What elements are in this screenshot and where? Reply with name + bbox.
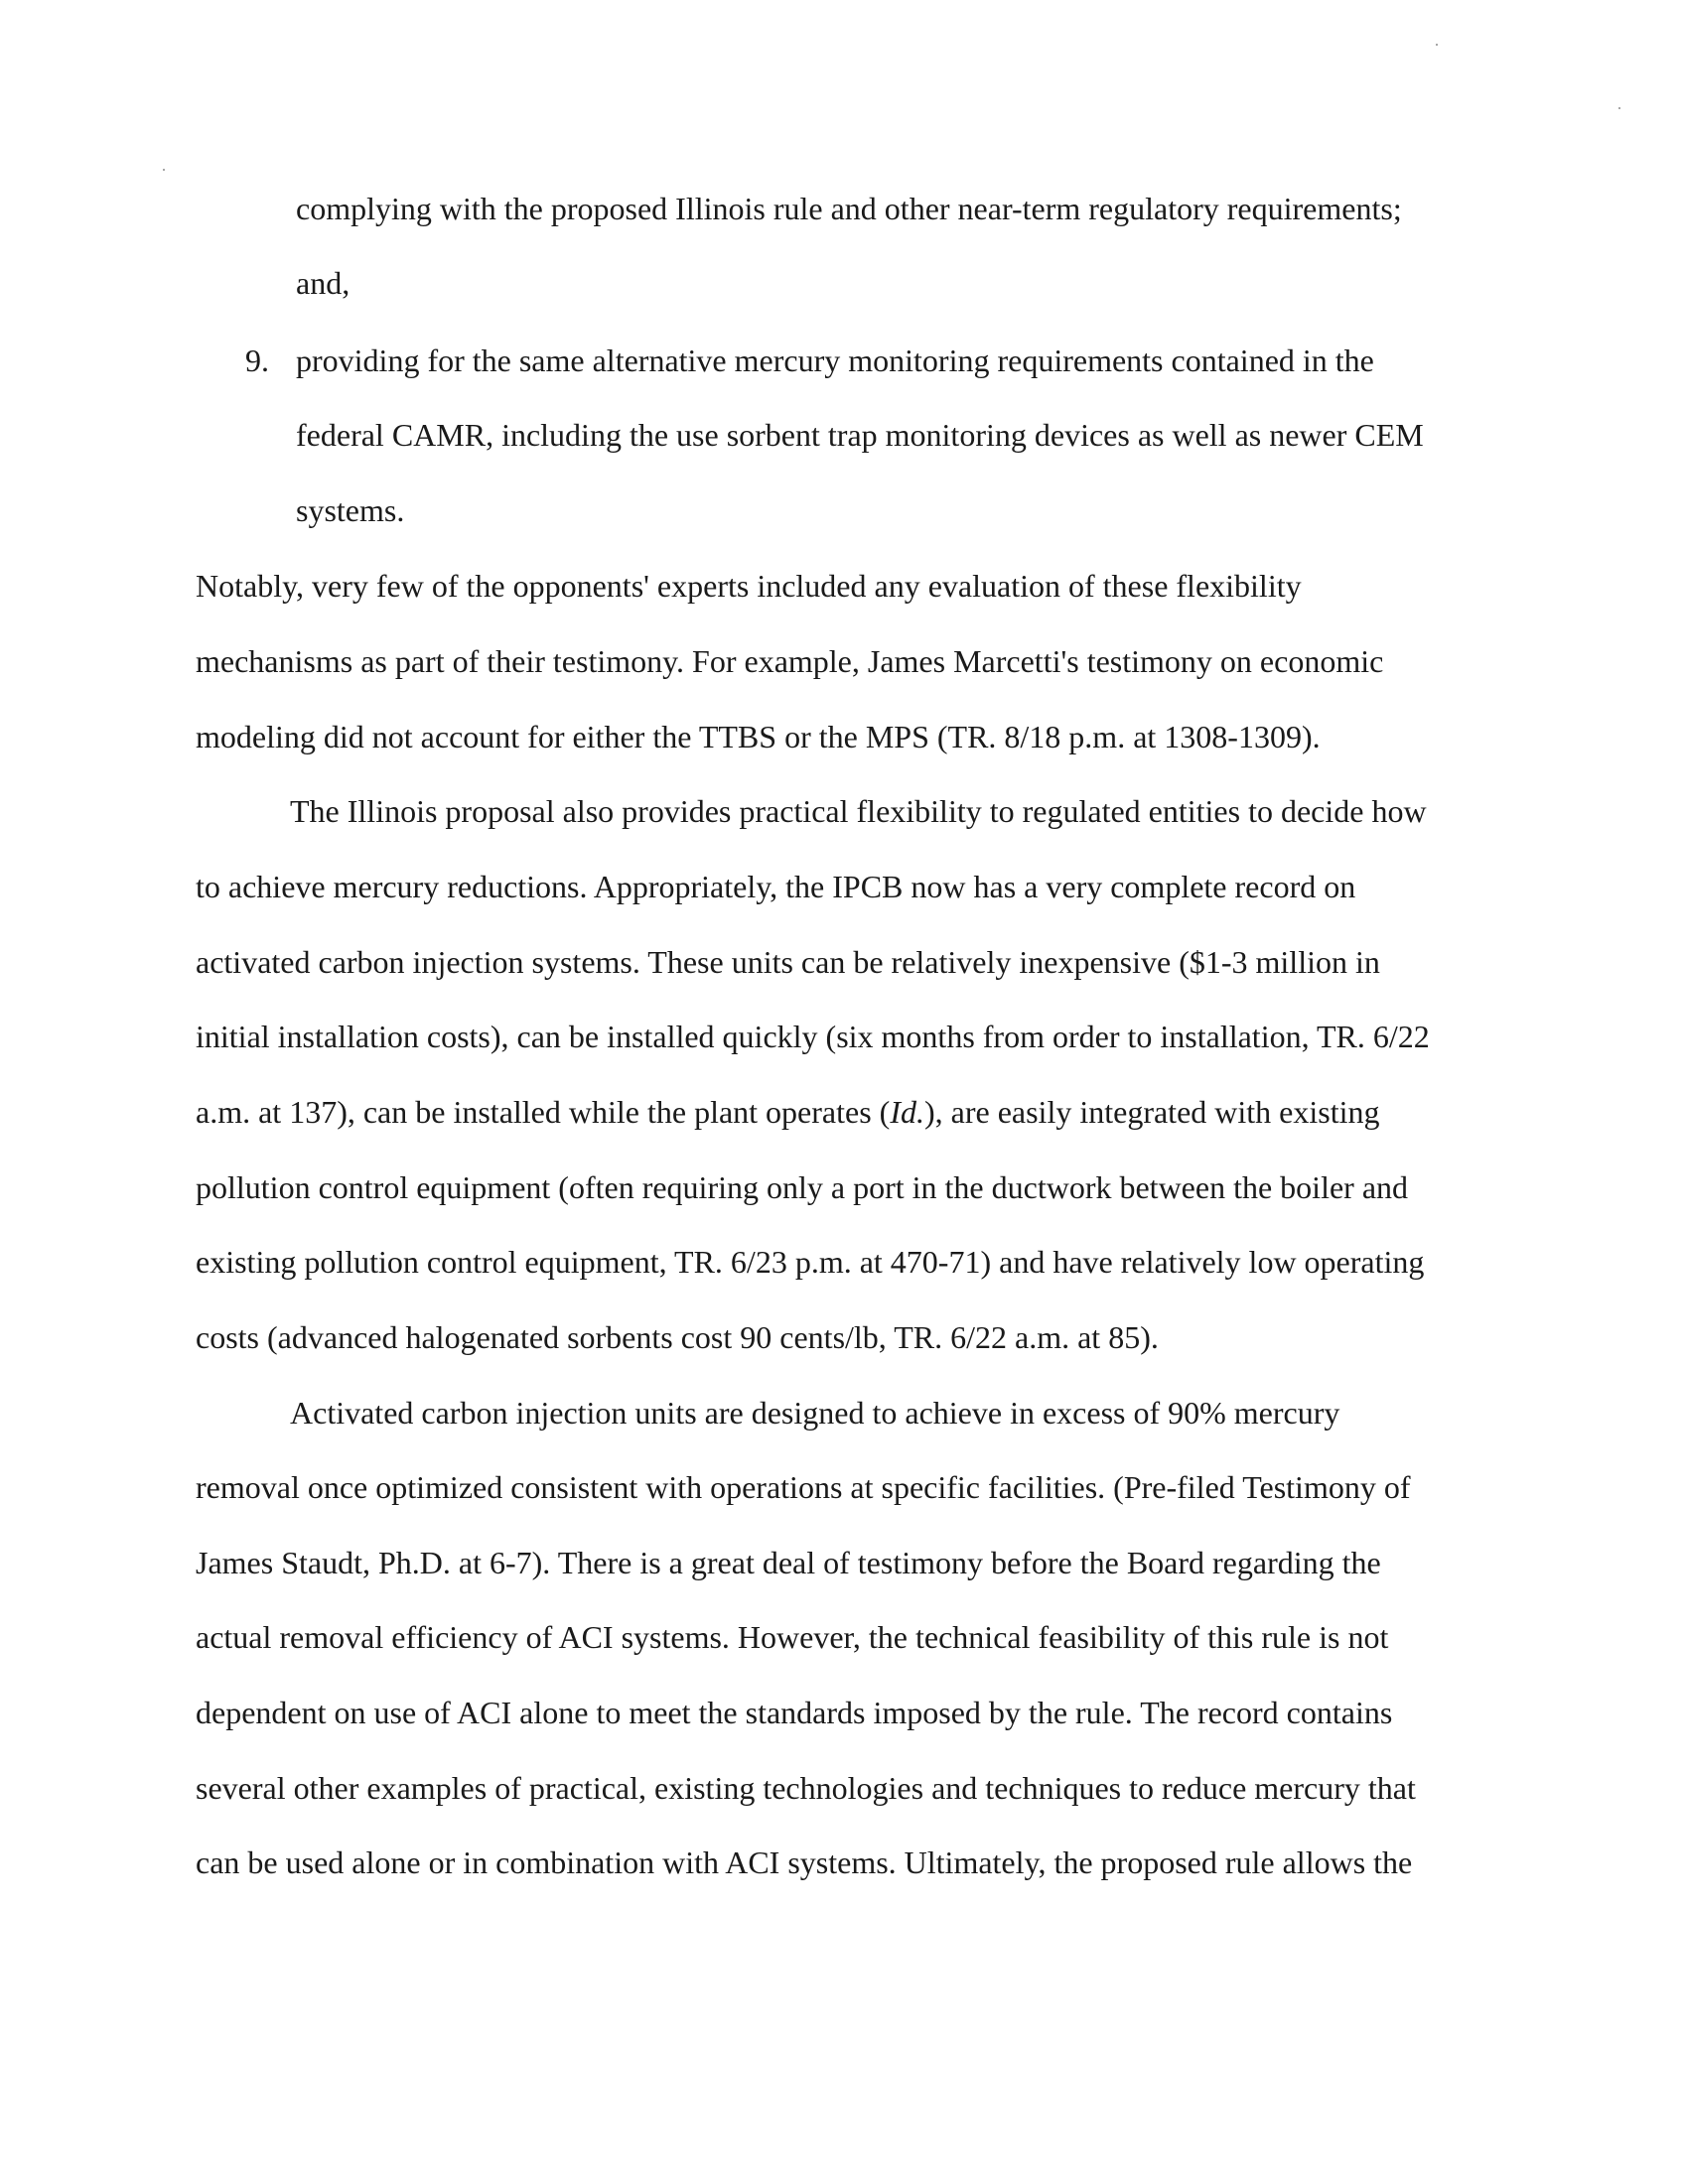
scan-speck <box>1618 107 1620 109</box>
paragraph-line: pollution control equipment (often requiring only a port in the ductwork between the boiler and <box>196 1169 1409 1205</box>
scan-speck <box>163 169 165 171</box>
paragraph-line: removal once optimized consistent with operations at specific facilities. (Pre-filed Testimony of <box>196 1469 1411 1505</box>
paragraph-line: actual removal efficiency of ACI systems. However, the technical feasibility of this rule is not <box>196 1619 1389 1655</box>
paragraph-line: activated carbon injection systems. These units can be relatively inexpensive ($1-3 million in <box>196 944 1380 980</box>
paragraph-line: dependent on use of ACI alone to meet the standards imposed by the rule. The record contains <box>196 1695 1393 1730</box>
paragraph-line: to achieve mercury reductions. Appropriately, the IPCB now has a very complete record on <box>196 869 1356 904</box>
paragraph-line: existing pollution control equipment, TR. 6/23 p.m. at 470-71) and have relatively low operating <box>196 1244 1425 1280</box>
paragraph-line: Notably, very few of the opponents' experts included any evaluation of these flexibility <box>196 568 1302 604</box>
paragraph-line: Activated carbon injection units are designed to achieve in excess of 90% mercury <box>290 1395 1340 1431</box>
paragraph-line: several other examples of practical, existing technologies and techniques to reduce mercury that <box>196 1770 1416 1806</box>
scan-speck <box>1436 44 1438 46</box>
list-item-8-line: and, <box>296 265 351 301</box>
paragraph-line <box>196 1092 1379 1132</box>
paragraph-line: James Staudt, Ph.D. at 6-7). There is a great deal of testimony before the Board regarding the <box>196 1545 1381 1580</box>
paragraph-line: can be used alone or in combination with ACI systems. Ultimately, the proposed rule allows the <box>196 1844 1413 1880</box>
list-item-9-line: federal CAMR, including the use sorbent trap monitoring devices as well as newer CEM <box>296 417 1424 453</box>
text-run: a.m. at 137), can be installed while the plant operates ( <box>196 1094 891 1130</box>
list-item-8-line: complying with the proposed Illinois rule and other near-term regulatory requirements; <box>296 191 1402 226</box>
text-run: ), are easily integrated with existing <box>923 1094 1380 1130</box>
citation-id-italic: Id. <box>890 1094 924 1130</box>
paragraph-line: The Illinois proposal also provides practical flexibility to regulated entities to decide how <box>290 793 1427 829</box>
list-item-9-line: providing for the same alternative mercury monitoring requirements contained in the <box>296 342 1374 378</box>
list-item-number: 9. <box>245 342 269 378</box>
paragraph-line: costs (advanced halogenated sorbents cost 90 cents/lb, TR. 6/22 a.m. at 85). <box>196 1319 1159 1355</box>
paragraph-line: initial installation costs), can be installed quickly (six months from order to installation, TR. 6/22 <box>196 1019 1430 1054</box>
list-item-9-line: systems. <box>296 492 405 528</box>
paragraph-line: modeling did not account for either the TTBS or the MPS (TR. 8/18 p.m. at 1308-1309). <box>196 719 1321 754</box>
paragraph-line: mechanisms as part of their testimony. For example, James Marcetti's testimony on economic <box>196 643 1384 679</box>
